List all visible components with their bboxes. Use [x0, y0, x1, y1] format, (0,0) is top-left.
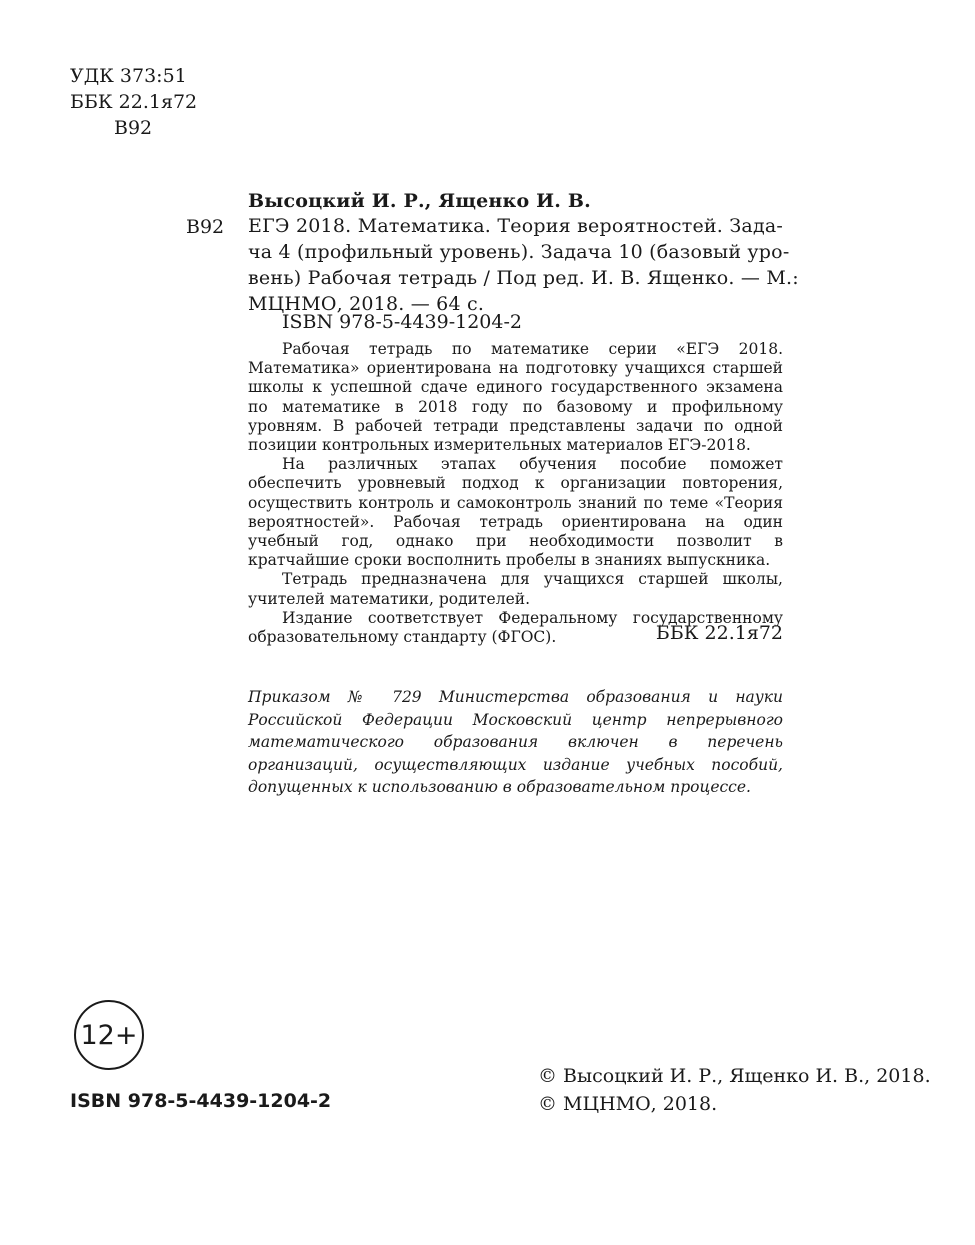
annotation-paragraph: Рабочая тетрадь по математике серии «ЕГЭ 2018. Математика» ориентирована на подготовку учащихся старшей школы к успешной сдаче единого государственного экзамена по математике в 2018 году по базовому и профильному уровням. В рабочей тетради представлены задачи по одной позиции контрольных измерительных материалов ЕГЭ-2018.	[248, 340, 783, 455]
description-line: ЕГЭ 2018. Математика. Теория вероятностей. Зада-	[248, 215, 783, 237]
footer-isbn: ISBN 978-5-4439-1204-2	[70, 1090, 332, 1112]
bibliographic-description	[248, 213, 799, 317]
description-line: ча 4 (профильный уровень). Задача 10 (базовый уро-	[248, 241, 790, 263]
annotation-paragraph: Издание соответствует Федеральному государственному образовательному стандарту (ФГОС).	[248, 608, 783, 647]
copyright-line: © МЦНМО, 2018.	[538, 1093, 718, 1115]
annotation-bbk: ББК 22.1я72	[655, 622, 783, 644]
entry-mark: В92	[186, 216, 225, 238]
copyright-line: © Высоцкий И. Р., Ященко И. В., 2018.	[538, 1065, 931, 1087]
annotation	[248, 340, 783, 647]
annotation-paragraph: Тетрадь предназначена для учащихся старшей школы, учителей математики, родителей.	[248, 570, 783, 608]
author-mark: В92	[114, 117, 153, 139]
bbk-code: ББК 22.1я72	[70, 91, 198, 113]
authors-heading: Высоцкий И. Р., Ященко И. В.	[248, 190, 591, 212]
description-line: вень) Рабочая тетрадь / Под ред. И. В. Ященко. — М.:	[248, 267, 799, 289]
age-rating-label: 12+	[80, 1019, 138, 1051]
ministry-order-note: Приказом № 729 Министерства образования и науки Российской Федерации Московский центр непрерывного математического образования включен в перечень организаций, осуществляющих издание учебных пособий, допущенных к использованию в образовательном процессе.	[248, 688, 783, 797]
age-rating-badge	[74, 1000, 144, 1070]
udk-code: УДК 373:51	[70, 65, 187, 87]
classification-block	[70, 63, 197, 141]
entry-isbn: ISBN 978-5-4439-1204-2	[282, 311, 522, 333]
description-line: МЦНМО, 2018. — 64 с.	[248, 293, 485, 315]
copyright-block	[538, 1062, 931, 1118]
annotation-paragraph: На различных этапах обучения пособие поможет обеспечить уровневый подход к организации повторения, осуществить контроль и самоконтроль знаний по теме «Теория вероятностей». Рабочая тетрадь ориентирована на один учебный год, однако при необходимости позволит в кратчайшие сроки восполнить пробелы в знаниях выпускника.	[248, 455, 783, 570]
